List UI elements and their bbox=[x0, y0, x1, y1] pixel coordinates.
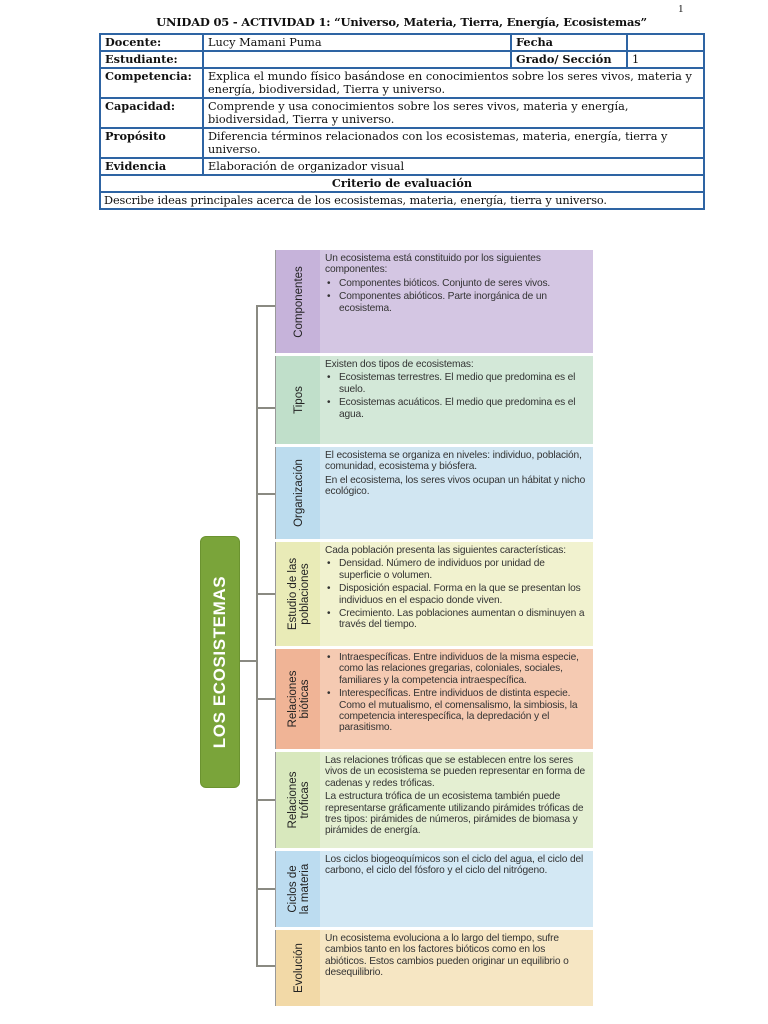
section-label-box bbox=[275, 930, 322, 1006]
section-label-box bbox=[275, 752, 322, 848]
section-evolucion bbox=[275, 930, 593, 1006]
section-label-box bbox=[275, 542, 322, 646]
docente-label: Docente: bbox=[100, 34, 203, 51]
section-relaciones-troficas bbox=[275, 752, 593, 848]
ecosystem-concept-map bbox=[183, 250, 609, 1010]
section-content bbox=[320, 356, 593, 444]
table-row bbox=[100, 192, 704, 209]
section-label bbox=[287, 772, 311, 829]
connector-branch bbox=[256, 799, 275, 801]
list-item: • Intraespecíficas. Entre individuos de la misma especie, como las relaciones gregarias, coloniales, sociales, familiares y la competencia intraespecífica. bbox=[325, 652, 589, 686]
section-content bbox=[320, 250, 593, 353]
section-content bbox=[320, 542, 593, 646]
fecha-label: Fecha bbox=[511, 34, 627, 51]
fecha-value[interactable] bbox=[627, 34, 704, 51]
section-label-line: tróficas bbox=[298, 781, 311, 819]
section-content bbox=[320, 752, 593, 848]
connector-trunk bbox=[256, 305, 258, 965]
section-intro: Un ecosistema evoluciona a lo largo del tiempo, sufre cambios tanto en los factores bióticos como en los abióticos. Estos cambios pueden originar un equilibrio o desequilibrio. bbox=[325, 933, 569, 979]
section-paragraph: La estructura trófica de un ecosistema también puede representarse gráficamente utilizando pirámides tróficas de tres tipos: pirámides de números, pirámides de biomasa y pirámides de energía. bbox=[325, 791, 584, 837]
criterio-label: Criterio de evaluación bbox=[100, 175, 704, 192]
section-label-box bbox=[275, 356, 322, 444]
docente-value[interactable]: Lucy Mamani Puma bbox=[203, 34, 511, 51]
section-label: Tipos bbox=[292, 386, 305, 414]
list-item: • Componentes abióticos. Parte inorgánica de un ecosistema. bbox=[325, 291, 589, 314]
main-topic-label: LOS ECOSISTEMAS bbox=[210, 575, 229, 749]
section-organizacion bbox=[275, 447, 593, 539]
section-componentes bbox=[275, 250, 593, 353]
list-item: • Interespecíficas. Entre individuos de distinta especie. Como el mutualismo, el comensalismo, la simbiosis, la competencia interespecífica, la depredación y el parasitismo. bbox=[325, 688, 589, 734]
list-item: • Crecimiento. Las poblaciones aumentan o disminuyen a través del tiempo. bbox=[325, 608, 589, 631]
proposito-value: Diferencia términos relacionados con los ecosistemas, materia, energía, tierra y universo. bbox=[203, 128, 704, 158]
connector-branch bbox=[256, 888, 275, 890]
bullet-list bbox=[325, 278, 589, 314]
section-poblaciones bbox=[275, 542, 593, 646]
connector-branch bbox=[256, 593, 275, 595]
section-label-line: Relaciones bbox=[286, 771, 299, 829]
connector-branch bbox=[256, 698, 275, 700]
section-intro: El ecosistema se organiza en niveles: individuo, población, comunidad, ecosistema y biósfera. bbox=[325, 450, 582, 473]
criterio-value: Describe ideas principales acerca de los ecosistemas, materia, energía, tierra y universo. bbox=[100, 192, 704, 209]
main-topic-badge bbox=[200, 536, 240, 788]
table-row bbox=[100, 128, 704, 158]
list-item: • Ecosistemas terrestres. El medio que predomina es el suelo. bbox=[325, 372, 589, 395]
section-intro: Las relaciones tróficas que se establecen entre los seres vivos de un ecosistema se pueden representar en forma de cadenas y redes tróficas. bbox=[325, 755, 586, 789]
section-label-box bbox=[275, 649, 322, 749]
section-intro: Los ciclos biogeoquímicos son el ciclo del agua, el ciclo del carbono, el ciclo del fósforo y el ciclo del nitrógeno. bbox=[325, 854, 584, 877]
connector-branch bbox=[256, 965, 275, 967]
section-label bbox=[287, 864, 311, 915]
estudiante-label: Estudiante: bbox=[100, 51, 203, 68]
list-item: • Componentes bióticos. Conjunto de seres vivos. bbox=[325, 278, 589, 289]
proposito-label: Propósito bbox=[100, 128, 203, 158]
section-tipos bbox=[275, 356, 593, 444]
bullet-list bbox=[325, 652, 589, 734]
section-content bbox=[320, 447, 593, 539]
section-label: Evolución bbox=[292, 943, 305, 993]
section-content bbox=[320, 851, 593, 927]
connector-branch bbox=[256, 305, 275, 307]
bullet-list bbox=[325, 372, 589, 420]
section-relaciones-bioticas bbox=[275, 649, 593, 749]
table-row bbox=[100, 51, 704, 68]
estudiante-value[interactable] bbox=[203, 51, 511, 68]
connector-main bbox=[238, 660, 256, 662]
section-label-box bbox=[275, 447, 322, 539]
table-row bbox=[100, 158, 704, 175]
list-item: • Ecosistemas acuáticos. El medio que predomina es el agua. bbox=[325, 397, 589, 420]
section-content bbox=[320, 930, 593, 1006]
section-intro: Cada población presenta las siguientes características: bbox=[325, 545, 566, 556]
connector-branch bbox=[256, 493, 275, 495]
section-paragraph: En el ecosistema, los seres vivos ocupan un hábitat y nicho ecológico. bbox=[325, 474, 586, 498]
table-row bbox=[100, 98, 704, 128]
section-label-line: bióticas bbox=[298, 679, 311, 719]
section-label-line: la materia bbox=[298, 863, 311, 915]
competencia-value: Explica el mundo físico basándose en conocimientos sobre los seres vivos, materia y energía, biodiversidad, Tierra y universo. bbox=[203, 68, 704, 98]
section-label-line: poblaciones bbox=[298, 563, 311, 625]
section-label-line: Estudio de las bbox=[286, 557, 299, 631]
capacidad-label: Capacidad: bbox=[100, 98, 203, 128]
connector-branch bbox=[256, 407, 275, 409]
page-number: 1 bbox=[678, 3, 684, 15]
section-ciclos-materia bbox=[275, 851, 593, 927]
competencia-label: Competencia: bbox=[100, 68, 203, 98]
capacidad-value: Comprende y usa conocimientos sobre los seres vivos, materia y energía, biodiversidad, Tierra y universo. bbox=[203, 98, 704, 128]
evidencia-label: Evidencia bbox=[100, 158, 203, 175]
list-item: • Disposición espacial. Forma en la que se presentan los individuos en el espacio donde viven. bbox=[325, 583, 589, 606]
section-intro: Existen dos tipos de ecosistemas: bbox=[325, 359, 474, 370]
grado-value[interactable]: 1 bbox=[627, 51, 704, 68]
info-table bbox=[99, 33, 705, 210]
table-row bbox=[100, 175, 704, 192]
section-label-box bbox=[275, 250, 322, 353]
section-label-box bbox=[275, 851, 322, 927]
grado-label: Grado/ Sección bbox=[511, 51, 627, 68]
section-label-line: Relaciones bbox=[286, 670, 299, 728]
bullet-list bbox=[325, 558, 589, 630]
list-item: • Densidad. Número de individuos por unidad de superficie o volumen. bbox=[325, 558, 589, 581]
table-row bbox=[100, 68, 704, 98]
section-label bbox=[287, 558, 311, 630]
section-content bbox=[320, 649, 593, 749]
section-label: Componentes bbox=[292, 265, 305, 338]
section-label-line: Ciclos de bbox=[286, 865, 299, 913]
evidencia-value: Elaboración de organizador visual bbox=[203, 158, 704, 175]
table-row bbox=[100, 34, 704, 51]
section-label bbox=[287, 671, 311, 728]
section-intro: Un ecosistema está constituido por los siguientes componentes: bbox=[325, 253, 541, 276]
section-label: Organización bbox=[292, 459, 305, 527]
unit-title: UNIDAD 05 - ACTIVIDAD 1: “Universo, Materia, Tierra, Energía, Ecosistemas” bbox=[156, 15, 647, 29]
